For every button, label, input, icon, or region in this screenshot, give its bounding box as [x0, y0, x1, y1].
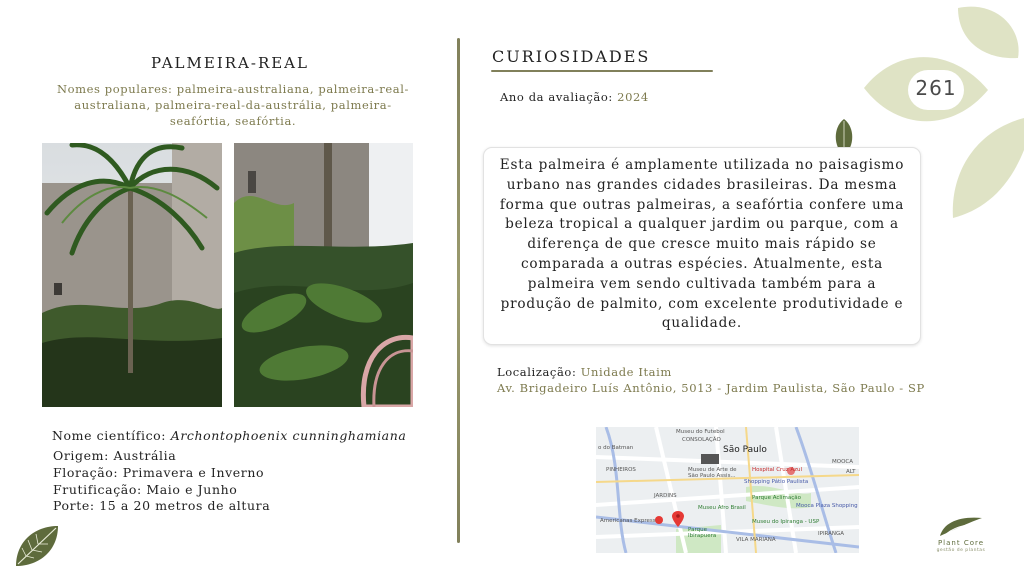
map-label-shopping: Shopping Pátio Paulista — [744, 479, 809, 485]
year-value: 2024 — [617, 90, 649, 104]
origin-text: Origem: Austrália — [53, 448, 177, 463]
scientific-name-row — [52, 428, 406, 443]
plant-photo-1 — [42, 143, 222, 407]
map-label-mooca: MOOCA — [832, 459, 854, 465]
leaf-icon — [12, 522, 60, 570]
year-label: Ano da avaliação: — [500, 90, 613, 104]
plant-photo-2 — [234, 143, 413, 407]
map-label-parque-aclimacao: Parque Aclimação — [752, 495, 801, 501]
brand-tagline: gestão de plantas — [936, 548, 986, 553]
scientific-name-label: Nome científico: — [52, 428, 167, 443]
map-label-vila-mariana: VILA MARIANA — [736, 537, 776, 543]
popular-names — [28, 81, 438, 129]
map-label-alt: ALT — [846, 469, 856, 475]
location-label: Localização: — [497, 365, 577, 379]
location-map[interactable] — [596, 427, 859, 553]
map-label-museu-afro: Museu Afro Brasil — [698, 505, 746, 511]
plant-details — [53, 448, 270, 515]
plant-core-logo-icon — [938, 514, 984, 538]
curiosities-underline — [491, 70, 713, 72]
location-row — [497, 365, 672, 379]
location-address: Av. Brigadeiro Luís Antônio, 5013 - Jardim Paulista, São Paulo - SP — [497, 381, 925, 395]
map-label-pinheiros: PINHEIROS — [606, 467, 636, 473]
map-label-jardins: JARDINS — [654, 493, 677, 499]
popular-names-line-1: Nomes populares: palmeira-australiana, palmeira-real- — [56, 82, 410, 96]
year-row — [500, 90, 649, 104]
map-label-parque-ibirapuera: Parque Ibirapuera — [688, 527, 717, 539]
popular-names-line-3: seafórtia, seafórtia. — [169, 114, 297, 128]
map-label-hospital: Hospital Cruz Azul — [752, 467, 803, 473]
popular-names-line-2: australiana, palmeira-real-da-austrália, palmeira- — [74, 98, 392, 112]
map-label-americanas: Americanas Express — [600, 518, 656, 524]
curiosities-title: CURIOSIDADES — [492, 47, 651, 66]
flowering-text: Floração: Primavera e Inverno — [53, 464, 265, 480]
map-label-masp: Museu de Arte de São Paulo Assis... — [688, 467, 737, 479]
map-label-sao-paulo: São Paulo — [723, 445, 767, 455]
map-label-museu-futebol: Museu do Futebol — [676, 429, 725, 435]
curiosities-card — [483, 147, 921, 345]
location-unit: Unidade Itaim — [580, 365, 672, 379]
size-text: Porte: 15 a 20 metros de altura — [53, 498, 271, 514]
plant-title: PALMEIRA-REAL — [151, 54, 309, 72]
map-label-ipiranga: IPIRANGA — [818, 531, 845, 537]
column-divider — [457, 38, 460, 543]
page-number: 261 — [915, 76, 957, 100]
fruiting-text: Frutificação: Maio e Junho — [53, 481, 238, 497]
map-label-museu-ipiranga: Museu do Ipiranga - USP — [752, 519, 820, 525]
map-label-mooca-plaza: Mooca Plaza Shopping — [796, 503, 858, 509]
brand-name: Plant Core — [937, 539, 985, 547]
scientific-name-value: Archontophoenix cunninghamiana — [170, 428, 407, 443]
curiosities-text: Esta palmeira é amplamente utilizada no paisagismo urbano nas grandes cidades brasileiras. Da mesma forma que outras palmeiras, a seafórtia confere uma beleza tropical a qualquer jardim ou parque, com a diferença de que cresce muito mais rápido se comparada a outras espécies. Atualmente, esta palmeira vem sendo cultivada também para a produção de palmito, com excelente produtividade e qualidade. — [499, 157, 905, 332]
map-label-batman: o do Batman — [598, 445, 634, 451]
map-label-consolacao: CONSOLAÇÃO — [682, 437, 721, 443]
